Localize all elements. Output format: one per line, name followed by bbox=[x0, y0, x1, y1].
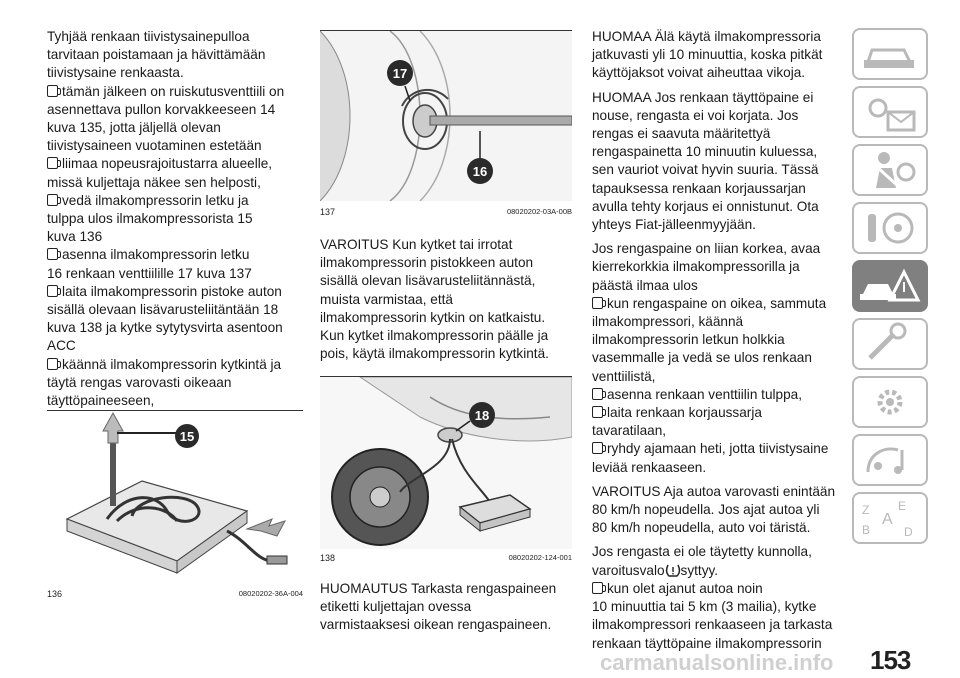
warning-paragraph bbox=[320, 236, 572, 363]
warning-line bbox=[320, 272, 572, 290]
pressure-line bbox=[592, 404, 842, 422]
caution-text: nouse, rengasta ei voi korjata. Jos bbox=[592, 107, 799, 123]
instruction-text: 16 renkaan venttiilille 17 kuva 137 bbox=[47, 265, 252, 281]
pressure-instructions bbox=[592, 240, 842, 477]
caution-text: HUOMAA Älä käytä ilmakompressoria bbox=[592, 29, 821, 44]
index-letters-icon bbox=[854, 494, 926, 542]
bullet-icon bbox=[47, 358, 58, 370]
column-left bbox=[47, 28, 297, 416]
bullet-icon bbox=[47, 248, 58, 260]
instruction-text: asennettava pullon korvakkeeseen 14 bbox=[47, 101, 276, 117]
tab-safety[interactable] bbox=[852, 144, 928, 196]
instruction-text: täytä rengas varovasti oikeaan bbox=[47, 374, 232, 390]
bullet-icon bbox=[592, 442, 603, 454]
pressure-line bbox=[592, 440, 842, 458]
note-text: HUOMAUTUS Tarkasta rengaspaineen bbox=[320, 581, 557, 596]
speed-text: VAROITUS Aja autoa varovasti enintään bbox=[592, 483, 836, 499]
recheck-text: renkaan täyttöpaine ilmakompressorin bbox=[592, 635, 822, 651]
caution-line bbox=[592, 198, 842, 216]
instruction-text: ACC bbox=[47, 338, 76, 354]
bullet-icon bbox=[592, 297, 603, 309]
pressure-line bbox=[592, 258, 842, 276]
tab-in-an-emergency[interactable] bbox=[852, 260, 928, 312]
pressure-text: tavaratilaan, bbox=[592, 423, 667, 439]
instruction-line bbox=[47, 192, 297, 210]
instruction-line bbox=[47, 356, 297, 374]
recheck-text: 10 minuuttia tai 5 km (3 mailia), kytke bbox=[592, 599, 817, 615]
instruction-line bbox=[47, 319, 297, 337]
recheck-text: kun olet ajanut autoa noin bbox=[607, 580, 763, 596]
instruction-line bbox=[47, 337, 297, 355]
instruction-text: tulppa ulos ilmakompressorista 15 bbox=[47, 211, 253, 227]
caution-line bbox=[592, 143, 842, 161]
multimedia-icon bbox=[854, 436, 926, 484]
pressure-text: kun rengaspaine on oikea, sammuta bbox=[607, 295, 827, 311]
instruction-line bbox=[47, 83, 297, 101]
caution-text: HUOMAA Jos renkaan täyttöpaine ei bbox=[592, 89, 814, 105]
pressure-text: asenna renkaan venttiilin tulppa, bbox=[607, 386, 802, 402]
warning-text: muista varmistaa, että bbox=[320, 291, 453, 307]
instruction-line bbox=[47, 374, 297, 392]
instruction-line bbox=[47, 301, 297, 319]
lights-message-icon bbox=[854, 88, 926, 136]
connector-illustration bbox=[320, 377, 572, 549]
callout-16-label: 16 bbox=[472, 164, 488, 179]
instruction-text: tiivistysaine renkaasta. bbox=[47, 65, 184, 81]
pressure-line bbox=[592, 277, 842, 295]
instruction-text: kuva 135, jotta jäljellä olevan bbox=[47, 120, 221, 136]
figure-138-number: 138 bbox=[320, 553, 336, 563]
caution-line bbox=[592, 216, 842, 234]
caution-line bbox=[592, 107, 842, 125]
instruction-line bbox=[47, 246, 297, 264]
tab-warning-lights[interactable] bbox=[852, 86, 928, 138]
caution-text: tapauksessa renkaan korjaussarjan bbox=[592, 180, 806, 196]
warning-line bbox=[320, 345, 572, 363]
pressure-text: vasemmalle ja vedä se ulos renkaan bbox=[592, 350, 812, 366]
warning-text: sisällä olevan lisävarusteliitännästä, bbox=[320, 273, 536, 289]
column-middle bbox=[320, 236, 572, 369]
recheck-text: ilmakompressori renkaaseen ja tarkasta bbox=[592, 617, 833, 633]
instruction-text: käännä ilmakompressorin kytkintä ja bbox=[62, 356, 282, 372]
caution-paragraph-2 bbox=[592, 89, 842, 235]
pressure-line bbox=[592, 349, 842, 367]
instruction-text: tiivistysaineen vuotaminen estetään bbox=[47, 138, 262, 154]
tab-starting-driving[interactable] bbox=[852, 202, 928, 254]
instruction-line bbox=[47, 46, 297, 64]
callout-17-label: 17 bbox=[392, 66, 408, 81]
pressure-text: kierrekorkkia ilmakompressorilla ja bbox=[592, 259, 800, 275]
pressure-text: ilmakompressorin letkun holkkia bbox=[592, 332, 785, 348]
instruction-line bbox=[47, 137, 297, 155]
recheck-line bbox=[592, 616, 842, 634]
tab-car-overview[interactable] bbox=[852, 28, 928, 80]
instruction-text: täyttöpaineeseen, bbox=[47, 393, 155, 409]
instruction-text: asenna ilmakompressorin letku bbox=[62, 247, 250, 263]
bullet-icon bbox=[47, 285, 58, 297]
instruction-text: laita ilmakompressorin pistoke auton bbox=[62, 283, 282, 299]
warning-line bbox=[320, 236, 572, 254]
chapter-tab-sidebar bbox=[852, 28, 936, 628]
warning-line bbox=[320, 327, 572, 345]
tab-technical-data[interactable] bbox=[852, 376, 928, 428]
caution-paragraph-1 bbox=[592, 28, 842, 83]
figure-136-number: 136 bbox=[47, 589, 63, 599]
instruction-line bbox=[47, 174, 297, 192]
instruction-text: liimaa nopeusrajoitustarra alueelle, bbox=[62, 156, 273, 172]
recheck-line bbox=[592, 580, 842, 598]
caution-line bbox=[592, 125, 842, 143]
figure-138 bbox=[320, 376, 572, 567]
instruction-text: kuva 136 bbox=[47, 229, 103, 245]
warning-line bbox=[320, 309, 572, 327]
tyre-pressure-warning-icon bbox=[665, 562, 681, 578]
column-right bbox=[592, 28, 842, 659]
instruction-line bbox=[47, 392, 297, 410]
caution-line bbox=[592, 28, 842, 46]
svg-text:A: A bbox=[882, 511, 893, 528]
recheck-line bbox=[592, 543, 842, 561]
tab-multimedia[interactable] bbox=[852, 434, 928, 486]
bullet-icon bbox=[592, 582, 603, 594]
bullet-icon bbox=[592, 406, 603, 418]
instruction-text: tarvitaan poistamaan ja hävittämään bbox=[47, 47, 266, 63]
caution-text: yhteys Fiat-jälleenmyyjään. bbox=[592, 217, 756, 233]
figure-138-code: 08020202-124-001 bbox=[508, 553, 572, 562]
pressure-line bbox=[592, 295, 842, 313]
pressure-text: ilmakompressori, käännä bbox=[592, 314, 744, 330]
warning-text: ilmakompressorin kytkin on katkaistu. bbox=[320, 309, 546, 325]
caution-line bbox=[592, 46, 842, 64]
instructions-paragraph bbox=[47, 28, 297, 410]
pressure-line bbox=[592, 240, 842, 258]
caution-line bbox=[592, 64, 842, 82]
emergency-icon bbox=[854, 262, 926, 310]
pressure-line bbox=[592, 331, 842, 349]
note-line bbox=[320, 598, 572, 616]
pressure-line bbox=[592, 313, 842, 331]
instruction-line bbox=[47, 155, 297, 173]
note-text: varmistaaksesi oikean rengaspaineen. bbox=[320, 617, 552, 633]
instruction-text: tämän jälkeen on ruiskutusventtiili on bbox=[62, 83, 285, 99]
caution-line bbox=[592, 180, 842, 198]
warning-text: VAROITUS Kun kytket tai irrotat bbox=[320, 237, 513, 252]
instruction-text: kuva 138 ja kytke sytytysvirta asentoon bbox=[47, 320, 283, 336]
pressure-text: Jos rengaspaine on liian korkea, avaa bbox=[592, 241, 821, 257]
pressure-line bbox=[592, 422, 842, 440]
caution-line bbox=[592, 89, 842, 107]
pressure-text: laita renkaan korjaussarja bbox=[607, 405, 762, 421]
bullet-icon bbox=[592, 388, 603, 400]
recheck-line bbox=[592, 562, 842, 580]
caution-text: käyttöjaksot voivat aiheuttaa vikoja. bbox=[592, 65, 806, 81]
speed-line bbox=[592, 501, 842, 519]
valve-illustration bbox=[320, 31, 572, 201]
speed-text: 80 km/h nopeudella, auto voi täristä. bbox=[592, 520, 811, 536]
tab-servicing[interactable] bbox=[852, 318, 928, 370]
svg-text:B: B bbox=[862, 523, 871, 537]
warning-text: Kun kytket ilmakompressorin päälle ja bbox=[320, 328, 549, 344]
gear-icon bbox=[854, 378, 926, 426]
watermark: carmanualsonline.info bbox=[600, 650, 834, 675]
warning-text: ilmakompressorin pistokkeen auton bbox=[320, 255, 534, 271]
speed-line bbox=[592, 483, 842, 501]
instruction-line bbox=[47, 64, 297, 82]
pressure-line bbox=[592, 386, 842, 404]
recheck-text: Jos rengasta ei ole täytetty kunnolla, bbox=[592, 544, 812, 560]
instruction-line bbox=[47, 119, 297, 137]
speed-text: 80 km/h nopeudella. Jos ajat autoa yli bbox=[592, 502, 820, 518]
figure-137-code: 08020202-03A-00B bbox=[506, 207, 572, 216]
pressure-text: ryhdy ajamaan heti, jotta tiivistysaine bbox=[607, 441, 829, 457]
pressure-text: päästä ilmaa ulos bbox=[592, 277, 698, 293]
instruction-line bbox=[47, 28, 297, 46]
instruction-line bbox=[47, 283, 297, 301]
note-line bbox=[320, 616, 572, 634]
warning-line bbox=[320, 254, 572, 272]
warning-text: pois, käytä ilmakompressorin kytkintä. bbox=[320, 346, 549, 362]
pressure-line bbox=[592, 368, 842, 386]
pressure-text: venttiilistä, bbox=[592, 368, 656, 384]
figure-137-number: 137 bbox=[320, 207, 336, 217]
pressure-text: leviää renkaaseen. bbox=[592, 459, 707, 475]
bullet-icon bbox=[47, 194, 58, 206]
recheck-text: varoitusvalo bbox=[592, 562, 665, 578]
figure-137-caption bbox=[320, 207, 572, 217]
pressure-line bbox=[592, 459, 842, 477]
instruction-line bbox=[47, 101, 297, 119]
recheck-line bbox=[592, 598, 842, 616]
callout-15-label: 15 bbox=[179, 429, 195, 444]
wrench-icon bbox=[854, 320, 926, 368]
tab-index[interactable] bbox=[852, 492, 928, 544]
car-icon bbox=[854, 30, 926, 78]
callout-18-label: 18 bbox=[474, 408, 490, 423]
recheck-text: syttyy. bbox=[680, 562, 719, 578]
instruction-text: Tyhjää renkaan tiivistysainepulloa bbox=[47, 29, 250, 44]
recheck-instructions bbox=[592, 543, 842, 652]
note-paragraph-block bbox=[320, 580, 572, 641]
page-number: 153 bbox=[870, 645, 911, 675]
caution-text: jatkuvasti yli 10 minuuttia, koska pitkät bbox=[592, 47, 823, 63]
instruction-text: missä kuljettaja näkee sen helposti, bbox=[47, 174, 261, 190]
svg-text:E: E bbox=[898, 499, 907, 513]
caution-text: rengaspainetta 10 minuutin kuluessa, bbox=[592, 144, 818, 160]
note-paragraph bbox=[320, 580, 572, 635]
instruction-line bbox=[47, 265, 297, 283]
figure-136 bbox=[47, 410, 303, 601]
note-line bbox=[320, 580, 572, 598]
figure-138-caption bbox=[320, 553, 572, 563]
warning-line bbox=[320, 291, 572, 309]
bullet-icon bbox=[47, 157, 58, 169]
svg-text:D: D bbox=[904, 525, 913, 539]
instruction-line bbox=[47, 210, 297, 228]
steering-wheel-icon bbox=[854, 204, 926, 252]
bullet-icon bbox=[47, 85, 58, 97]
instruction-line bbox=[47, 228, 297, 246]
caution-text: avulla tehty korjaus ei onnistunut. Ota bbox=[592, 198, 819, 214]
speed-line bbox=[592, 519, 842, 537]
caution-text: rengas ei saavuta määritettyä bbox=[592, 126, 771, 142]
seatbelt-icon bbox=[854, 146, 926, 194]
note-text: etiketti kuljettajan ovessa bbox=[320, 599, 472, 615]
speed-warning bbox=[592, 483, 842, 538]
svg-text:Z: Z bbox=[862, 503, 870, 517]
instruction-text: sisällä olevaan lisävarusteliitäntään 18 bbox=[47, 302, 279, 318]
instruction-text: vedä ilmakompressorin letku ja bbox=[62, 192, 249, 208]
caution-text: sen vauriot voivat hyvin suuria. Tässä bbox=[592, 162, 819, 178]
compressor-illustration bbox=[47, 411, 303, 591]
caution-line bbox=[592, 161, 842, 179]
figure-137 bbox=[320, 30, 572, 221]
figure-136-caption bbox=[47, 589, 303, 599]
figure-136-code: 08020202-36A-004 bbox=[238, 589, 303, 598]
